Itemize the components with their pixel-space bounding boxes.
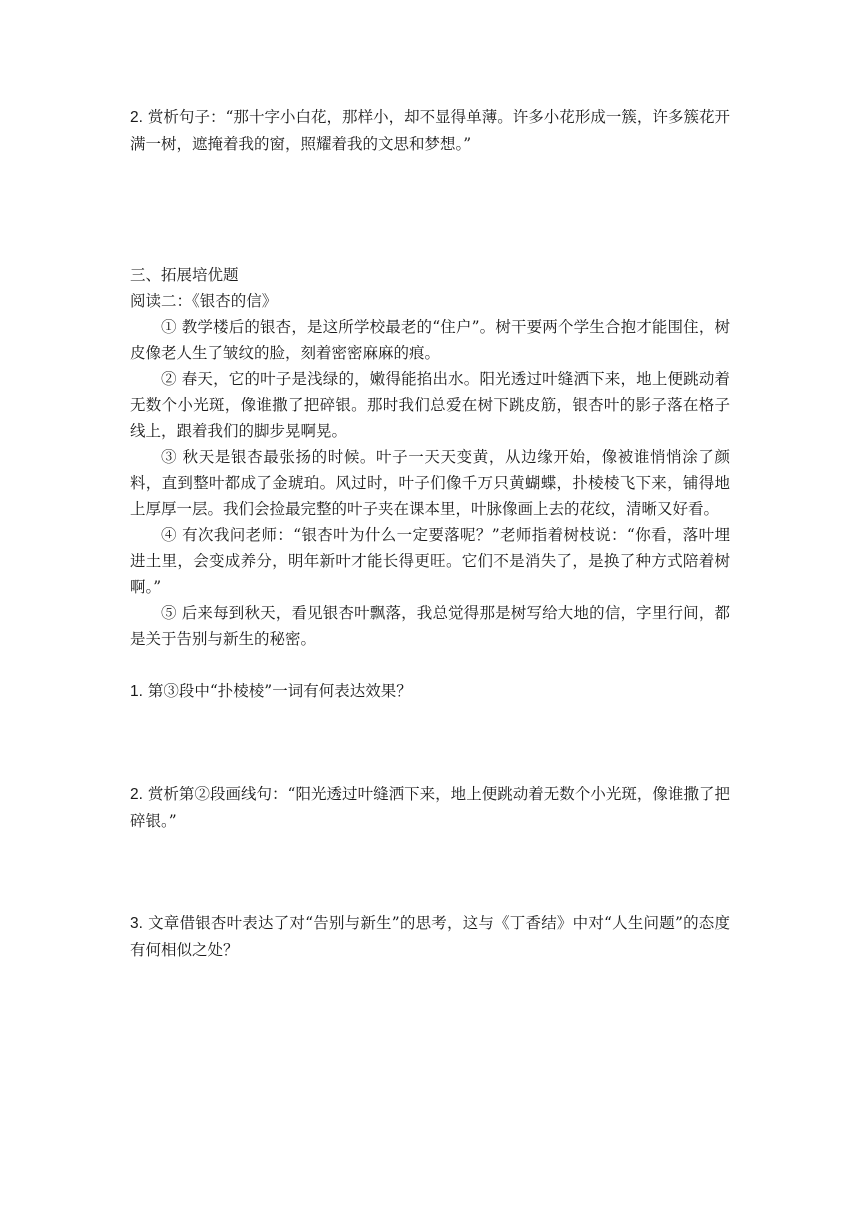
question-text: 赏析第②段画线句：“阳光透过叶缝洒下来，地上便跳动着无数个小光斑，像谁撒了把碎银。” (130, 785, 730, 830)
passage-paragraph-4: ④ 有次我问老师：“银杏叶为什么一定要落呢？”老师指着树枝说：“你看，落叶埋进土里，会变成养分，明年新叶才能长得更旺。它们不是消失了，是换了种方式陪着树啊。” (130, 526, 730, 596)
answer-space (130, 705, 730, 781)
question-text: 第③段中“扑棱棱”一词有何表达效果？ (147, 682, 412, 700)
question-text: 赏析句子：“那十字小白花，那样小，却不显得单薄。许多小花形成一簇，许多簇花开满一树，遮掩着我的窗，照耀着我的文思和梦想。” (130, 108, 730, 153)
spacer (130, 652, 730, 678)
reading-title: 阅读二：《银杏的信》 (130, 292, 278, 310)
passage-paragraph-5: ⑤ 后来每到秋天，看见银杏叶飘落，我总觉得那是树写给大地的信，字里行间，都是关于告别与新生的秘密。 (130, 604, 730, 648)
question-1 (130, 678, 730, 705)
question-number: 2. (130, 109, 143, 126)
previous-question-2 (130, 104, 730, 157)
question-number: 1. (130, 683, 143, 700)
passage-paragraph-3: ③ 秋天是银杏最张扬的时候。叶子一天天变黄，从边缘开始，像被谁悄悄涂了颜料，直到整叶都成了金琥珀。风过时，叶子们像千万只黄蝴蝶，扑棱棱飞下来，铺得地上厚厚一层。我们会捡最完整的叶子夹在课本里，叶脉像画上去的花纹，清晰又好看。 (130, 448, 730, 518)
document-page (130, 104, 730, 963)
passage-paragraph-2: ② 春天，它的叶子是浅绿的，嫩得能掐出水。阳光透过叶缝洒下来，地上便跳动着无数个小光斑，像谁撒了把碎银。那时我们总爱在树下跳皮筋，银杏叶的影子落在格子线上，跟着我们的脚步晃啊晃。 (130, 370, 730, 440)
passage-paragraph-1: ① 教学楼后的银杏，是这所学校最老的“住户”。树干要两个学生合抱才能围住，树皮像老人生了皱纹的脸，刻着密密麻麻的痕。 (130, 318, 730, 362)
section-heading: 三、拓展培优题 (130, 266, 239, 284)
question-text: 文章借银杏叶表达了对“告别与新生”的思考，这与《丁香结》中对“人生问题”的态度有何相似之处？ (130, 914, 730, 959)
question-number: 3. (130, 915, 143, 932)
question-number: 2. (130, 786, 143, 803)
question-3 (130, 910, 730, 963)
answer-space (130, 834, 730, 910)
answer-space (130, 157, 730, 262)
question-2 (130, 781, 730, 834)
